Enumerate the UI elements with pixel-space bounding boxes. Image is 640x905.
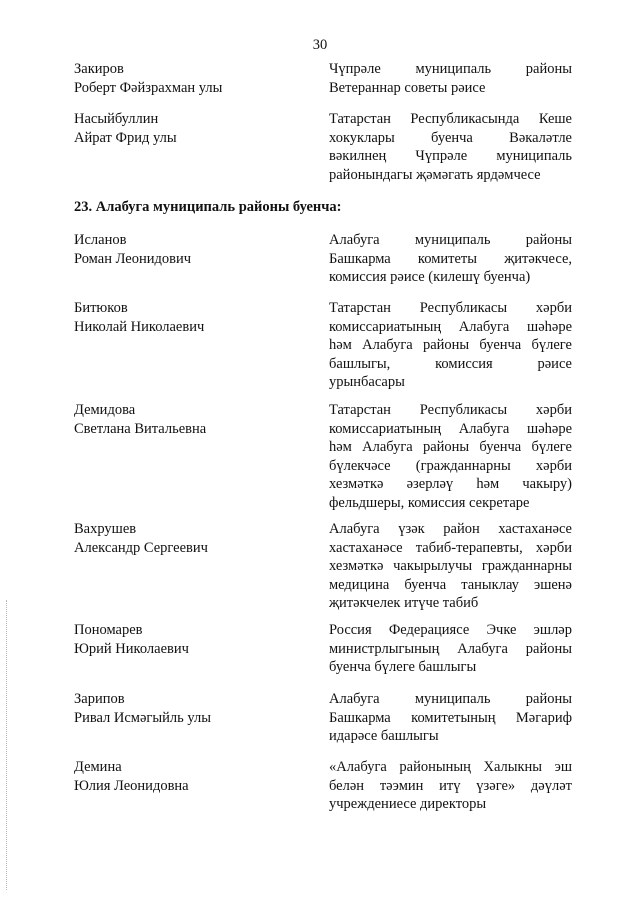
position-line: һәм Алабуга районы буенча бүлеге bbox=[329, 337, 572, 354]
member-name bbox=[74, 520, 314, 557]
member-position bbox=[329, 690, 572, 746]
position-line: җитәкчелек итүче табиб bbox=[329, 595, 479, 612]
member-given-name: Айрат Фрид улы bbox=[74, 129, 177, 146]
member-name bbox=[74, 690, 314, 727]
position-line: учреждениесе директоры bbox=[329, 796, 487, 813]
position-line: белән тәэмин итү үзәге» дәүләт bbox=[329, 777, 572, 794]
member-given-name: Николай Николаевич bbox=[74, 318, 205, 335]
page-number: 30 bbox=[312, 37, 328, 53]
member-surname: Зарипов bbox=[74, 691, 125, 707]
position-line: Татарстан Республикасы хәрби bbox=[329, 402, 572, 418]
member-surname: Насыйбуллин bbox=[74, 111, 159, 127]
position-line: фельдшеры, комиссия секретаре bbox=[329, 494, 530, 511]
member-surname: Демина bbox=[74, 759, 122, 775]
position-line: Ветераннар советы рәисе bbox=[329, 79, 486, 96]
position-line: комиссариатының Алабуга шәһәре bbox=[329, 318, 572, 335]
position-line: буенча бүлеге башлыгы bbox=[329, 659, 477, 676]
member-position bbox=[329, 60, 572, 97]
member-given-name: Роман Леонидович bbox=[74, 250, 192, 267]
member-surname: Пономарев bbox=[74, 622, 143, 638]
member-name bbox=[74, 621, 314, 658]
position-line: Россия Федерациясе Эчке эшләр bbox=[329, 622, 572, 638]
member-position bbox=[329, 621, 572, 677]
member-name bbox=[74, 299, 314, 336]
section-heading: 23. Алабуга муниципаль районы буенча: bbox=[74, 199, 342, 215]
position-line: бүлекчәсе (гражданнарны хәрби bbox=[329, 457, 572, 474]
member-given-name: Юрий Николаевич bbox=[74, 640, 189, 657]
position-line: Чүпрәле муниципаль районы bbox=[329, 61, 572, 77]
member-name bbox=[74, 60, 314, 97]
position-line: Башкарма комитетының Мәгариф bbox=[329, 709, 572, 726]
member-given-name: Ривал Исмәгыйль улы bbox=[74, 709, 211, 726]
position-line: Башкарма комитеты җитәкчесе, bbox=[329, 250, 572, 267]
position-line: һәм Алабуга районы буенча бүлеге bbox=[329, 439, 572, 456]
member-position bbox=[329, 520, 572, 613]
position-line: районындагы җәмәгать ярдәмчесе bbox=[329, 166, 541, 183]
member-name bbox=[74, 758, 314, 795]
position-line: министрлыгының Алабуга районы bbox=[329, 640, 572, 657]
member-given-name: Юлия Леонидовна bbox=[74, 777, 189, 794]
position-line: вәкилнең Чүпрәле муниципаль bbox=[329, 148, 572, 165]
member-given-name: Светлана Витальевна bbox=[74, 420, 207, 437]
position-line: Татарстан Республикасында Кеше bbox=[329, 111, 572, 127]
member-name bbox=[74, 401, 314, 438]
position-line: башлыгы, комиссия рәисе bbox=[329, 355, 572, 372]
member-surname: Исланов bbox=[74, 232, 127, 248]
member-name bbox=[74, 110, 314, 147]
member-position bbox=[329, 110, 572, 184]
member-surname: Вахрушев bbox=[74, 521, 137, 537]
member-position bbox=[329, 231, 572, 287]
position-line: идарәсе башлыгы bbox=[329, 728, 439, 745]
member-surname: Битюков bbox=[74, 300, 128, 316]
member-given-name: Александр Сергеевич bbox=[74, 539, 208, 556]
member-name bbox=[74, 231, 314, 268]
member-given-name: Роберт Фәйзрахман улы bbox=[74, 79, 223, 96]
position-line: Алабуга муниципаль районы bbox=[329, 691, 572, 707]
member-position bbox=[329, 758, 572, 814]
position-line: урынбасары bbox=[329, 374, 405, 391]
position-line: хокуклары буенча Вәкаләтле bbox=[329, 129, 572, 146]
position-line: хезмәткә әзерләү һәм чакыру) bbox=[329, 476, 572, 493]
scan-edge-marks bbox=[6, 600, 8, 890]
position-line: комиссия рәисе (килешү буенча) bbox=[329, 269, 531, 286]
member-surname: Демидова bbox=[74, 402, 136, 418]
position-line: комиссариатының Алабуга шәһәре bbox=[329, 420, 572, 437]
member-position bbox=[329, 401, 572, 513]
position-line: хастаханәсе табиб-терапевты, хәрби bbox=[329, 539, 572, 556]
position-line: медицина буенча таныклау эшенә bbox=[329, 576, 572, 593]
position-line: Алабуга үзәк район хастаханәсе bbox=[329, 521, 572, 537]
position-line: «Алабуга районының Халыкны эш bbox=[329, 759, 572, 775]
member-surname: Закиров bbox=[74, 61, 124, 77]
member-position bbox=[329, 299, 572, 392]
position-line: Алабуга муниципаль районы bbox=[329, 232, 572, 248]
position-line: Татарстан Республикасы хәрби bbox=[329, 300, 572, 316]
position-line: хезмәткә чакырылучы гражданнарны bbox=[329, 558, 572, 575]
